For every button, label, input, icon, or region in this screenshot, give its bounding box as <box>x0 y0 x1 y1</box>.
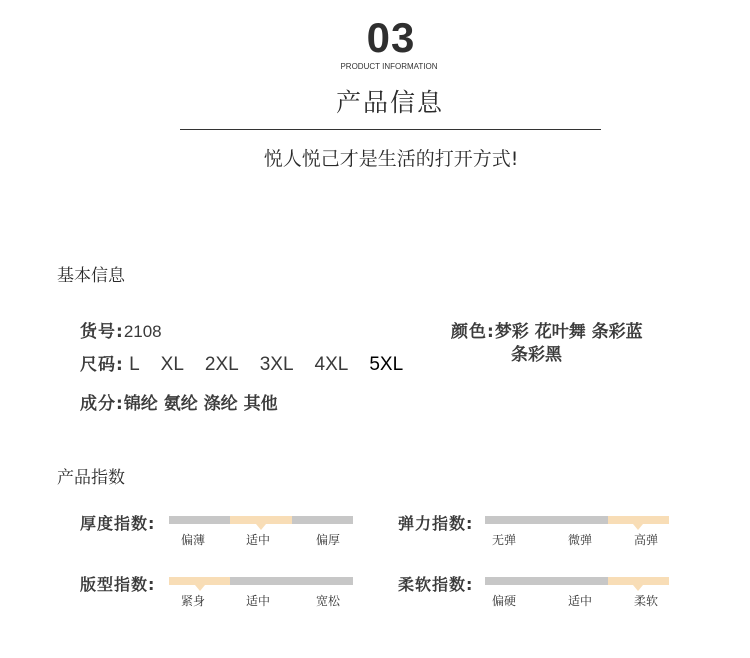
index-bar-highlight <box>608 516 669 524</box>
elasticity-index-bar <box>485 516 669 524</box>
thickness-tick-thin: 偏薄 <box>181 533 206 547</box>
softness-index-bar <box>485 577 669 585</box>
elasticity-tick-high: 高弹 <box>634 533 659 547</box>
tagline: 悦人悦己才是生活的打开方式! <box>263 148 519 170</box>
thickness-index-bar <box>169 516 353 524</box>
color-row <box>451 317 643 342</box>
softness-tick-medium: 适中 <box>568 594 593 608</box>
size-row <box>80 350 424 376</box>
size-list <box>124 354 424 375</box>
size-label: 尺码: <box>80 355 124 375</box>
fit-tick-regular: 适中 <box>246 594 271 608</box>
section-number: 03 <box>366 14 416 61</box>
header-divider <box>180 129 601 130</box>
item-number-label: 货号: <box>80 322 124 342</box>
thickness-tick-thick: 偏厚 <box>316 533 341 547</box>
item-number-value: 2108 <box>123 322 162 341</box>
softness-index-label: 柔软指数: <box>398 575 474 594</box>
product-index-title: 产品指数 <box>57 468 125 488</box>
item-number-row <box>80 317 162 342</box>
color-value-line2: 条彩黑 <box>511 345 562 365</box>
fit-index-label: 版型指数: <box>80 575 156 594</box>
index-pointer-icon <box>633 585 643 591</box>
index-bar-highlight <box>608 577 669 585</box>
material-value: 锦纶 氨纶 涤纶 其他 <box>123 394 278 414</box>
elasticity-tick-slight: 微弹 <box>568 533 593 547</box>
size-option: 3XL <box>259 354 294 375</box>
thickness-index-label: 厚度指数: <box>80 514 156 533</box>
material-label: 成分: <box>80 394 124 414</box>
fit-tick-slim: 紧身 <box>181 594 206 608</box>
thickness-tick-medium: 适中 <box>246 533 271 547</box>
index-pointer-icon <box>633 524 643 530</box>
fit-tick-loose: 宽松 <box>316 594 341 608</box>
softness-tick-hard: 偏硬 <box>492 594 517 608</box>
index-pointer-icon <box>256 524 266 530</box>
index-bar-highlight <box>230 516 291 524</box>
index-bar-highlight <box>169 577 230 585</box>
color-value-line1: 梦彩 花叶舞 条彩蓝 <box>494 322 643 342</box>
elasticity-tick-none: 无弹 <box>492 533 517 547</box>
size-option: L <box>129 354 140 375</box>
size-option: 5XL <box>369 354 404 375</box>
basic-info-title: 基本信息 <box>57 266 125 286</box>
section-title: 产品信息 <box>335 88 444 117</box>
elasticity-index-label: 弹力指数: <box>398 514 474 533</box>
size-option: XL <box>160 354 184 375</box>
size-option: 4XL <box>314 354 349 375</box>
index-pointer-icon <box>195 585 205 591</box>
material-row <box>80 389 278 414</box>
softness-tick-soft: 柔软 <box>634 594 659 608</box>
size-option: 2XL <box>204 354 239 375</box>
color-label: 颜色: <box>451 322 495 342</box>
fit-index-bar <box>169 577 353 585</box>
section-english-title: PRODUCT INFORMATION <box>340 62 438 71</box>
